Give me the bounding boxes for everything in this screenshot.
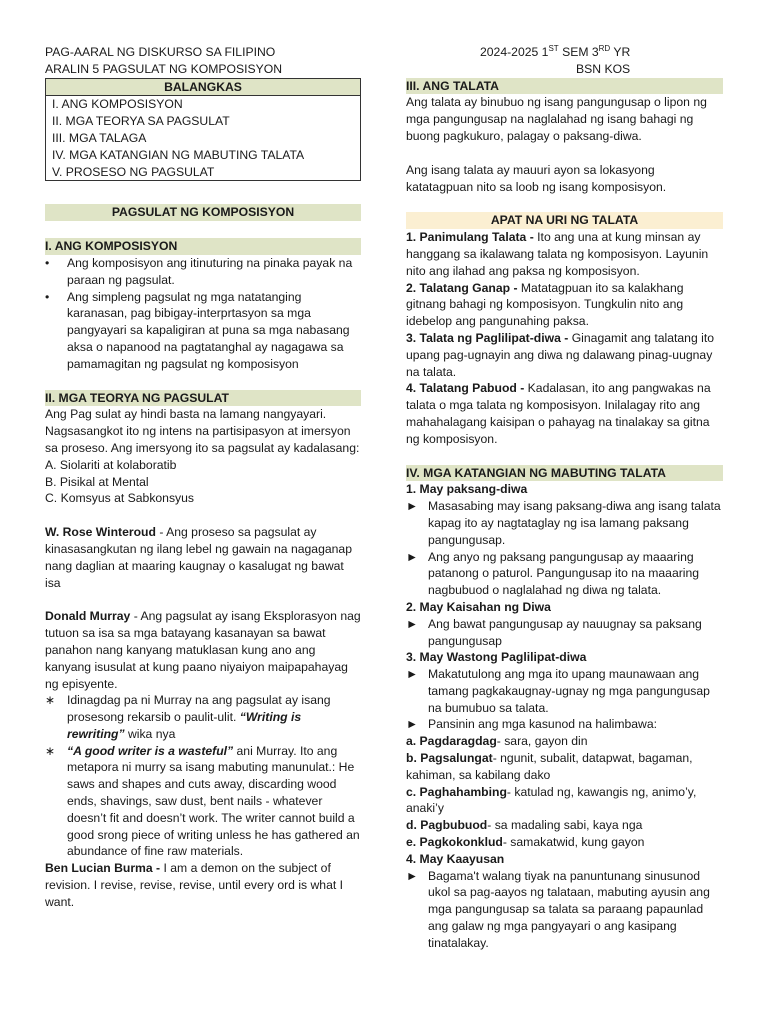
- paragraph: 4. Talatang Pabuod - Kadalasan, ito ang pangwakas na talata o mga talata ng komposisyon. Inilalagay rito ang mahahalagang kaisipan o pahayag na tinalakay sa gitna ng komposisyon.: [406, 381, 711, 446]
- outline-title: BALANGKAS: [46, 79, 360, 97]
- arrow-list: [406, 868, 723, 952]
- list-item: C. Komsyus at Sabkonsyus: [45, 491, 195, 506]
- paragraph: Ben Lucian Burma - I am a demon on the subject of revision. I revise, revise, revise, until every ord is what I want.: [45, 861, 344, 909]
- bullet-icon: •: [45, 289, 50, 304]
- star-list: [45, 692, 361, 860]
- bullet-icon: •: [45, 255, 50, 270]
- list-item: • Ang komposisyon ang itinuturing na pinaka payak na paraan ng pagsulat.: [45, 255, 353, 287]
- paragraph: W. Rose Winteroud - Ang proseso sa pagsulat ay kinasasangkutan ng ilang lebel ng gawain na nagaganap nang daglian at maaring kaugnay o kasalugat ng bawat isa: [45, 525, 352, 590]
- arrow-list: [406, 616, 723, 650]
- list-item: A. Siolariti at kolaboratib: [45, 457, 177, 472]
- list-item: ► Pansinin ang mga kasunod na halimbawa:: [406, 717, 658, 732]
- section-heading: I. ANG KOMPOSISYON: [45, 238, 361, 255]
- paragraph: 3. Talata ng Paglilipat-diwa - Ginagamit ang talatang ito upang pag-ugnayin ang diwa ng dalawang pinag-uugnay na talata.: [406, 330, 714, 379]
- arrow-icon: ►: [406, 616, 419, 631]
- section-heading: IV. MGA KATANGIAN NG MABUTING TALATA: [406, 465, 723, 482]
- program-label: BSN KOS: [576, 61, 631, 76]
- list-item: • Ang simpleng pagsulat ng mga natatanging karanasan, pag bibigay-interprtasyon sa mga pangyayari sa kapaligiran at puna sa mga nabasang aksa o napanood na pagtatanghal ay nagagawa sa pamamagitan ng pagsulat ng komposisyon: [45, 289, 350, 371]
- outline-item: II. MGA TEORYA SA PAGSULAT: [52, 114, 230, 129]
- list-item: ► Ang anyo ng paksang pangungusap ay maaaring patanong o paturol. Pangungusap ito na maaaring nagbubuod o naglalahad ng diwa ng talata.: [406, 549, 700, 598]
- section-heading: APAT NA URI NG TALATA: [406, 212, 723, 229]
- arrow-icon: ►: [406, 499, 419, 514]
- subheading: 2. May Kaisahan ng Diwa: [406, 599, 551, 614]
- list-item: ► Masasabing may isang paksang-diwa ang isang talata kapag ito ay nagtataglay ng isa lamang paksang pangungusap.: [406, 499, 721, 547]
- subheading: 1. May paksang-diwa: [406, 482, 528, 497]
- arrow-icon: ►: [406, 717, 419, 732]
- course-title: PAG-AARAL NG DISKURSO SA FILIPINO: [45, 45, 276, 59]
- outline-item: I. ANG KOMPOSISYON: [52, 97, 183, 112]
- star-icon: ∗: [45, 693, 56, 708]
- list-item: ∗ “A good writer is a wasteful” ani Murray. Ito ang metapora ni murry sa isang mabuting manunulat.: He saws and shapes and cuts away, discarding wood ends, shavings, saw dust, bent nails - whatever doesn’t fit and doesn’t work. The writer cannot build a good srong piece of writing unless he has gathered an abundance of fine raw materials.: [45, 743, 360, 859]
- outline-item: III. MGA TALAGA: [52, 130, 147, 145]
- paragraph: Ang Pag sulat ay hindi basta na lamang nangyayari. Nagsasangkot ito ng intens na partisipasyon at imersyon sa proseso. Ang imersyong ito sa pagsulat ay kadalasang:: [45, 407, 360, 455]
- paragraph: 2. Talatang Ganap - Matatagpuan ito sa kalakhang gitnang bahagi ng komposisyon. Tungkulin nito ang idebelop ang pangunahing paksa.: [406, 280, 684, 329]
- paragraph: Donald Murray - Ang pagsulat ay isang Eksplorasyon nag tutuon sa isa sa mga batayang kasanayan sa bawat panahon nang kanyang matuklasan kung ano ang kanyang isusulat at kung paano niyaiyon maipapahayag ng episyente.: [45, 609, 361, 691]
- lesson-title: ARALIN 5 PAGSULAT NG KOMPOSISYON: [45, 61, 283, 76]
- list-item: ► Makatutulong ang mga ito upang maunawaan ang tamang pagkakaugnay-ugnay ng mga pangungusap na bumubuo sa talata.: [406, 667, 710, 715]
- outline-item: V. PROSESO NG PAGSULAT: [52, 164, 215, 179]
- list-item: ∗ Idinagdag pa ni Murray na ang pagsulat ay isang prosesong rekarsib o paulit-ulit. “Writing is rewriting” wika nya: [45, 693, 331, 741]
- school-year: 2024-2025 1ST SEM 3RD YR: [480, 43, 631, 59]
- paragraph: 1. Panimulang Talata - Ito ang una at kung minsan ay hanggang sa ikalawang talata ng komposisyon. Layunin nito ang ilahad ang paksa ng komposisyon.: [406, 230, 709, 278]
- star-icon: ∗: [45, 743, 56, 758]
- list-item: B. Pisikal at Mental: [45, 474, 149, 489]
- outline-box: [45, 78, 361, 182]
- paragraph: Ang isang talata ay mauuri ayon sa lokasyong katatagpuan nito sa loob ng isang komposisyon.: [406, 162, 667, 194]
- arrow-icon: ►: [406, 667, 419, 682]
- section-heading: III. ANG TALATA: [406, 78, 723, 95]
- example-item: e. Pagkokonklud- samakatwid, kung gayon: [406, 835, 645, 850]
- outline-item: IV. MGA KATANGIAN NG MABUTING TALATA: [52, 147, 305, 162]
- example-item: c. Paghahambing- katulad ng, kawangis ng, animo’y, anaki’y: [406, 784, 697, 816]
- subheading: 3. May Wastong Paglilipat-diwa: [406, 650, 587, 665]
- paragraph: Ang talata ay binubuo ng isang pangungusap o lipon ng mga pangungusap na naglalahad ng isang bahagi ng buong pagkukuro, palagay o paksang-diwa.: [406, 95, 707, 143]
- list-item: ► Ang bawat pangungusap ay nauugnay sa paksang pangungusap: [406, 616, 702, 648]
- example-item: d. Pagbubuod- sa madaling sabi, kaya nga: [406, 818, 643, 833]
- right-column: [406, 44, 723, 952]
- arrow-icon: ►: [406, 868, 419, 883]
- arrow-icon: ►: [406, 549, 419, 564]
- subheading: 4. May Kaayusan: [406, 851, 505, 866]
- bullet-list: [45, 255, 361, 373]
- left-column: [45, 44, 361, 911]
- arrow-list: [406, 666, 723, 733]
- arrow-list: [406, 498, 723, 599]
- section-heading: II. MGA TEORYA NG PAGSULAT: [45, 390, 361, 407]
- main-title: PAGSULAT NG KOMPOSISYON: [45, 204, 361, 221]
- example-item: b. Pagsalungat- ngunit, subalit, datapwat, bagaman, kahiman, sa kabilang dako: [406, 751, 693, 782]
- list-item: ► Bagama't walang tiyak na panuntunang sinusunod ukol sa pag-aayos ng talataan, mabuting ayusin ang mga pangungusap sa talata sa paraang papaunlad ang galaw ng mga pangyayari o ang kasipang tinatalakay.: [406, 868, 710, 950]
- example-item: a. Pagdaragdag- sara, gayon din: [406, 734, 588, 749]
